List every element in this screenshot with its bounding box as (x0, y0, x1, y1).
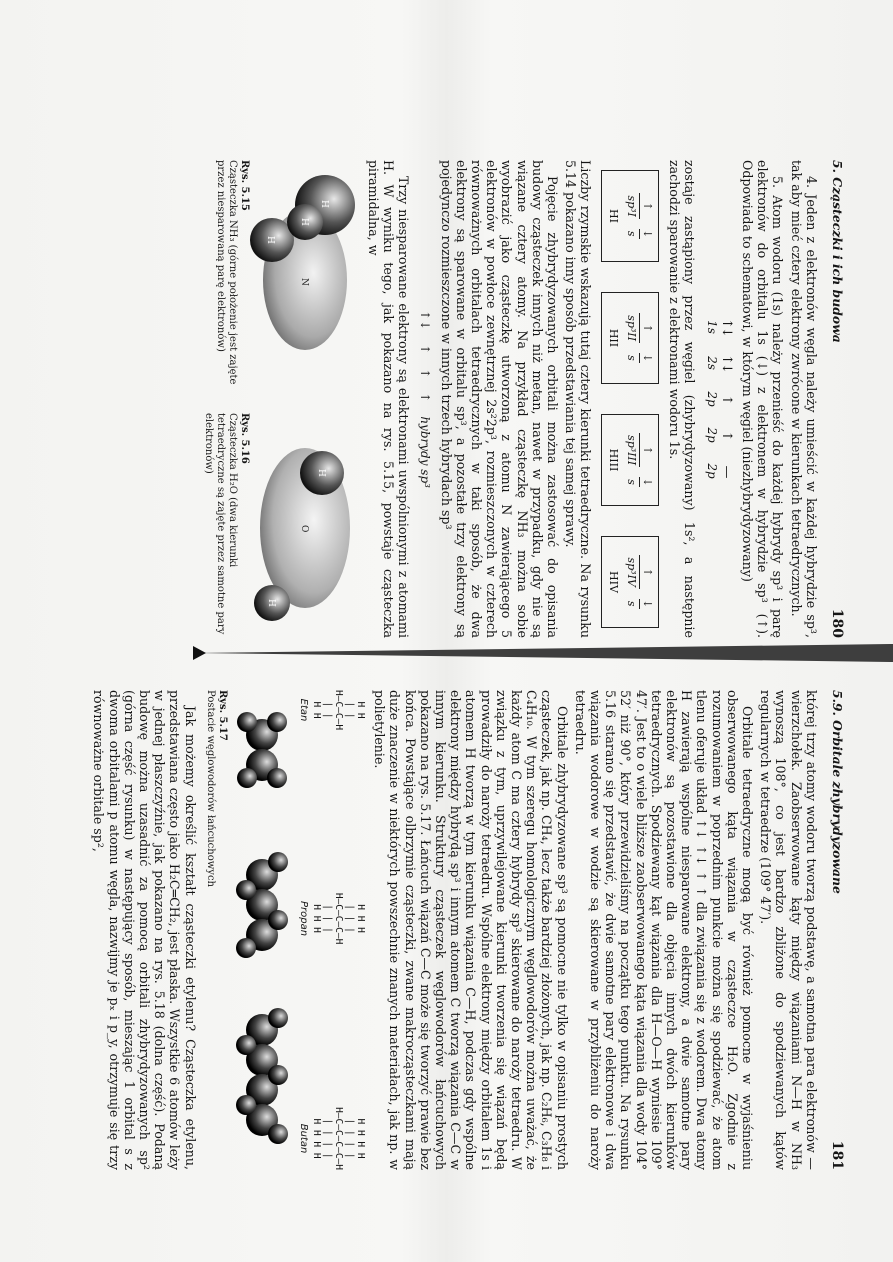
paragraph-step-5: 5. Atom wodoru (1s) należy przenieść do każdej hybrydy sp³ i parę elektronów do orbitalu 1s (↓) z elektronem w hybrydzie sp³ (↑). Odpowiada to schematowi, w którym węgiel (niezhybrydyzowany) (739, 160, 786, 638)
hybrid-box-1: ↑ sp³I ↓ s HI (601, 170, 659, 262)
caption-title: Rys. 5.17 (216, 690, 228, 741)
page-number: 180 (829, 608, 845, 638)
atom-label-h: H (318, 200, 329, 208)
chain-name: Butan (297, 1123, 309, 1154)
chain-propane (296, 893, 366, 944)
s-label: s (624, 230, 638, 237)
structural-formula: H H | | H—C—C—H | | H H (310, 690, 366, 731)
orbital-cell (703, 424, 733, 446)
orbital-arrow: ↑ (718, 430, 734, 440)
page-181 (91, 690, 845, 1170)
chain-butane (296, 1107, 366, 1170)
atom-label-h: H (265, 599, 276, 607)
hybrid-label: sp³I (624, 195, 638, 217)
s-label: s (624, 355, 638, 361)
caption-5-15 (214, 160, 250, 385)
orbital-cell (703, 352, 733, 374)
orbital-label: 2p (704, 391, 719, 407)
hybrid-label: sp³IV (624, 557, 638, 587)
caption-title: Rys. 5.15 (238, 160, 250, 211)
space-filling-models (232, 700, 292, 1160)
orbital-arrow: ↑ (418, 344, 433, 355)
orbital-arrow: ↑ (418, 368, 433, 379)
hybrid-box-3: ↑ sp³III ↓ s HIII (601, 414, 659, 506)
paragraph-3: Orbitale zhybrydyzowane sp³ są pomocne nie tylko w opisaniu prostych cząsteczek, jak np. CH₄, lecz także bardziej złożonych, jak np. C₂H₆, C₃H₈ i C₄H₁₀. W tym szeregu homologicznym węglowodorów można uważać, że każdy atom C ma cztery hybrydy sp³ skierowane do naroży tetraedru. W związku z tym, uprzywilejowane kierunki tworzenia się wiązań będą prowadziły do naroży tetraedru. Wspólne elektrony między orbitalem 1s i atomem H tworzą w tym kierunku wiązania C—H, podczas gdy wspólne elektrony między hybrydą sp³ i innym atomem C tworzą wiązania C—C w innym kierunku. Struktury cząsteczek węglowodorów łańcuchowych pokazano na rys. 5.17. Łańcuch wiązań C—C może się tworzyć prawie bez końca. Powstające olbrzymie cząsteczki, zwane makrocząsteczkami mają duże znaczenie w niektórych powszechnie znanych materiałach, jak np. w polietylenie. (372, 690, 570, 1170)
paragraph-unpaired: Trzy niesparowane elektrony są elektronami uwspólnionymi z atomami H. W wyniku tego, jak pokazano na rys. 5.15, powstaje cząsteczka piramidalna, w (365, 160, 412, 638)
orbital-arrow: — (718, 465, 734, 477)
figure-5-15 (202, 160, 360, 385)
hydrogen-label: HI (606, 209, 620, 223)
orbital-label: 2p (704, 427, 719, 443)
caption-5-16 (202, 413, 250, 638)
hybrid-line-label: hybrydy sp³ (418, 416, 433, 488)
paragraph-roman: Liczby rzymskie wskazują tutaj cztery kierunki tetraedryczne. Na rysunku 5.14 pokazano inny sposób przedstawiania tej samej sprawy. (563, 160, 594, 638)
figures-515-516 (202, 160, 360, 638)
hydrocarbon-formulas (296, 690, 366, 1170)
figure-5-16 (202, 413, 360, 638)
orbital-cell (703, 388, 733, 410)
nh3-molecule-illustration (250, 160, 360, 385)
hydrogen-label: HIV (606, 571, 620, 593)
structural-formula: H H H | | | H—C—C—C—H | | | H H H (310, 892, 366, 945)
caption-text: Postacie węglowodorów łańcuchowych (204, 690, 216, 887)
orbital-diagram-nh3 (417, 160, 432, 638)
orbital-cell (703, 316, 733, 338)
hydrogen-label: HII (606, 328, 620, 348)
paragraph-step-4: 4. Jeden z elektronów węgla należy umieścić w każdej hybrydzie sp³, tak aby mieć cztery elektrony zwrócone w kierunkach tetraedrycznych. (788, 160, 819, 638)
atom-label-n: N (298, 278, 309, 286)
butane-model (232, 1000, 292, 1160)
hybrid-label: sp³III (624, 435, 638, 466)
caption-title: Rys. 5.16 (238, 413, 250, 464)
ethane-model (232, 700, 292, 810)
orbital-cell (703, 460, 733, 482)
running-head-181 (829, 690, 845, 1170)
hybrid-label: sp³II (624, 315, 638, 342)
caption-5-17 (204, 690, 228, 1170)
running-head-title: 5. Cząsteczki i ich budowa (830, 160, 845, 343)
gutter-shadow (0, 640, 893, 666)
hybrid-box-2: ↑ sp³II ↓ s HII (601, 292, 659, 384)
hybrid-orbital-boxes (601, 170, 659, 628)
running-head-title: 5.9. Orbitale zhybrydyzowane (830, 690, 845, 894)
propane-model (232, 840, 292, 970)
caption-text: Cząsteczka NH₃ (górne położenie jest zajęte przez niesparowaną parę elektronów) (214, 160, 238, 385)
orbital-arrow: ↑↓ (418, 310, 433, 331)
hybrid-core-label: 1s² (682, 521, 698, 542)
orbital-label: 1s (704, 320, 719, 334)
orbital-arrow: ↑↓ (718, 354, 734, 372)
atom-label-h: H (298, 218, 309, 226)
orbital-arrow: ↑ (418, 392, 433, 403)
chain-ethane (296, 690, 366, 730)
chain-name: Propan (297, 901, 309, 937)
orbital-arrow: ↑↓ (718, 318, 734, 336)
orbital-diagram-unhybridized (703, 160, 733, 638)
s-label: s (624, 479, 638, 485)
atom-label-o: O (298, 525, 309, 533)
page-180 (202, 160, 845, 638)
paragraph-2: Orbitale tetraedryczne mogą być również pomocne w wyjaśnieniu obserwowanego kąta wiązania w cząsteczce H₂O. Zgodnie z rozumowaniem w poprzednim punkcie można się spodziewać, że atom tlenu oferuje układ ↑↓ ↑↓ ↑ ↑ dla związania się z wodorem. Dwa atomy H zawierają wspólne niesparowane elektrony, a dwie samotne pary elektronów są pozostawione dla objęcia innych dwóch kierunków tetraedrycznych. Spodziewany kąt wiązania dla H—O—H wyniesie 109° 47′. Jest to o wiele bliższe zaobserwowanego kąta wiązania dla wody 104° 52′ niż 90°, który przewidzieliśmy na początku tego punktu. Na rysunku 5.16 starano się przedstawić, że dwie samotne pary elektronowe i dwa wiązania wodorowe w wodzie są skierowane w przybliżeniu do naroży tetraedru. (572, 690, 755, 1170)
running-head-180 (829, 160, 845, 638)
orbital-label: 2s (704, 356, 719, 370)
hybrid-box-4: ↑ sp³IV ↓ s HIV (601, 536, 659, 628)
caption-text: Cząsteczka H₂O (dwa kierunki tetraedryczne są zajęte przez samotne pary elektronów) (202, 413, 238, 635)
replaced-tail: a następnie zachodzi sparowanie z elektronami wodoru 1s. (667, 160, 698, 638)
replaced-text: zostaje zastąpiony przez węgiel (zhybrydyzowany) (682, 160, 698, 511)
hydrogen-label: HIII (606, 448, 620, 472)
h2o-molecule-illustration (250, 413, 360, 638)
page-number: 181 (829, 1140, 845, 1170)
paragraph-1: której trzy atomy wodoru tworzą podstawę, a samotna para elektronów — wierzchołek. Zaobserwowane kąty między wiązaniami N—H w NH₃ wynoszą 108°, co jest bardzo zbliżone do spodziewanych kątów regularnych w tetraedrze (109° 47′). (758, 690, 819, 1170)
orbital-label: 2p (704, 463, 719, 479)
atom-label-h: H (264, 236, 275, 244)
structural-formula: H H H H | | | | H—C—C—C—C—H | | | | H H H H (310, 1107, 366, 1170)
paragraph-concept: Pojęcie zhybrydyzowanych orbitali można zastosować do opisania budowy cząsteczek innych niż metan, nawet w przypadku, gdy nie są wiązane cztery atomy. Na przykład cząsteczkę NH₃ można sobie wyobrazić jako cząsteczkę utworzoną z atomu N zawierającego 5 elektronów w powłoce zewnętrznej 2s²2p³, rozmieszczonych w czterech równoważnych orbitalach tetraedrycznych w taki sposób, że dwa elektrony są sparowane w orbitalu sp³, a pozostałe trzy elektrony są pojedynczo rozmieszczone w innych trzech hybrydach sp³ (438, 160, 560, 638)
chain-name: Etan (297, 698, 309, 722)
paragraph-replaced: zostaje zastąpiony przez węgiel (zhybrydyzowany) 1s², a następnie zachodzi sparowanie z elektronami wodoru 1s. (667, 160, 698, 638)
s-label: s (624, 600, 638, 607)
paragraph-4: Jak możemy określić kształt cząsteczki etylenu? Cząsteczka etylenu, przedstawiana często jako H₂C═CH₂, jest płaska. Wszystkie 6 atomów leży w jednej płaszczyźnie, jak pokazano na rys. 5.18 (dolna część). Podaną budowę można uzasadnić za pomocą orbitali zhybrydyzowanych sp² (górna część rysunku) w następujący sposób, mieszając 1 orbital s z dwoma orbitalami p atomu węgla, nazwijmy je pₓ i p_y, otrzymuje się trzy równoważne orbitale sp², (91, 690, 198, 1170)
book-gutter (0, 640, 893, 666)
atom-label-h: H (315, 469, 326, 477)
orbital-arrow: ↑ (718, 394, 734, 404)
